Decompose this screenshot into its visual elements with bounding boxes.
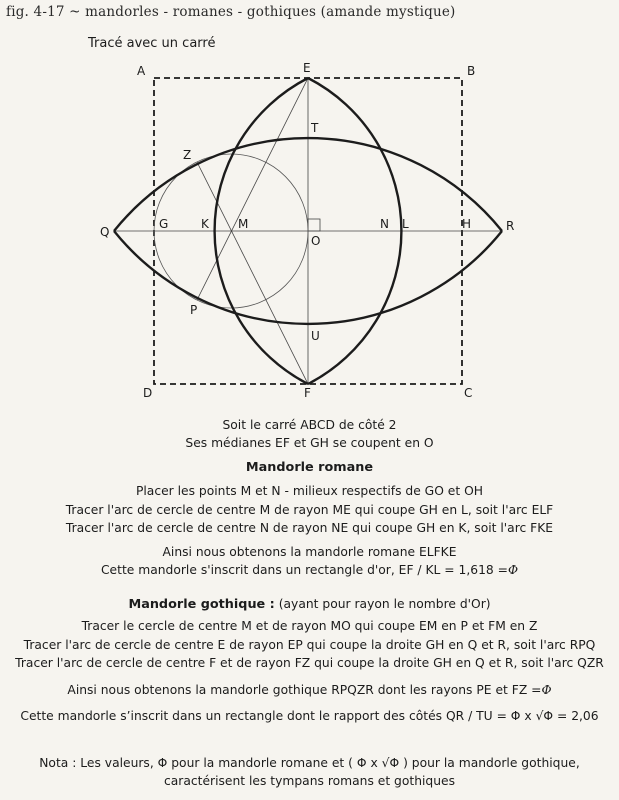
- gothique-title: Mandorle gothique :: [128, 597, 275, 612]
- gothique-title-line: [0, 597, 619, 612]
- label-c: C: [464, 386, 473, 400]
- gothique-title-note: (ayant pour rayon le nombre d'Or): [274, 597, 491, 611]
- gothique-line-5: Cette mandorle s’inscrit dans un rectangle dont le rapport des côtés QR / TU = Φ x √Φ = 2,06: [20, 709, 599, 723]
- label-q: Q: [100, 225, 110, 239]
- label-g: G: [159, 217, 169, 231]
- label-e: E: [303, 61, 311, 75]
- romane-line-1: Placer les points M et N - milieux respectifs de GO et OH: [135, 484, 484, 498]
- nota-line-1: Nota : Les valeurs, Φ pour la mandorle romane et ( Φ x √Φ ) pour la mandorle gothique,: [39, 756, 580, 770]
- label-k: K: [201, 217, 209, 231]
- label-r: R: [506, 219, 515, 233]
- phi-symbol: Φ: [541, 683, 552, 697]
- phi-symbol: Φ: [507, 563, 519, 577]
- figure-title: fig. 4-17 ~ mandorles - romanes - gothiques (amande mystique): [6, 4, 456, 20]
- label-z: Z: [183, 148, 192, 162]
- romane-title: Mandorle romane: [245, 460, 374, 475]
- gothique-line-1: Tracer le cercle de centre M et de rayon MO qui coupe EM en P et FM en Z: [81, 619, 538, 633]
- nota-line-2: caractérisent les tympans romans et gothiques: [164, 774, 455, 788]
- romane-line-5-text: Cette mandorle s'inscrit dans un rectangle d'or, EF / KL = 1,618 =: [100, 563, 508, 577]
- romane-line-3: Tracer l'arc de cercle de centre N de rayon NE qui coupe GH en K, soit l'arc FKE: [65, 521, 554, 535]
- gothique-line-3: Tracer l'arc de cercle de centre F et de rayon FZ qui coupe la droite GH en Q et R, soit l'arc QZR: [15, 656, 604, 670]
- label-a: A: [137, 64, 146, 78]
- label-p: P: [190, 303, 198, 317]
- gothique-line-4-text: Ainsi nous obtenons la mandorle gothique RPQZR dont les rayons PE et FZ =: [67, 683, 542, 697]
- label-d: D: [143, 386, 153, 400]
- label-n: N: [380, 217, 389, 231]
- line-fm: [197, 162, 308, 384]
- label-f: F: [304, 386, 311, 400]
- romane-line-2: Tracer l'arc de cercle de centre M de rayon ME qui coupe GH en L, soit l'arc ELF: [65, 503, 554, 517]
- label-t: T: [311, 121, 319, 135]
- intro-line-1: Soit le carré ABCD de côté 2: [222, 418, 397, 432]
- label-b: B: [467, 64, 476, 78]
- label-h: H: [462, 217, 472, 231]
- diagram-subtitle: Tracé avec un carré: [88, 36, 216, 51]
- label-o: O: [311, 234, 321, 248]
- line-em: [197, 78, 308, 300]
- romane-line-5: [0, 563, 619, 577]
- romane-line-4: Ainsi nous obtenons la mandorle romane ELFKE: [162, 545, 457, 559]
- gothique-line-2: Tracer l'arc de cercle de centre E de rayon EP qui coupe la droite GH en Q et R, soit l'arc RPQ: [23, 638, 596, 652]
- right-angle-mark: [308, 219, 320, 231]
- label-u: U: [311, 329, 320, 343]
- label-m: M: [238, 217, 249, 231]
- intro-line-2: Ses médianes EF et GH se coupent en O: [185, 436, 434, 450]
- label-l: L: [402, 217, 409, 231]
- gothique-line-4: [0, 683, 619, 697]
